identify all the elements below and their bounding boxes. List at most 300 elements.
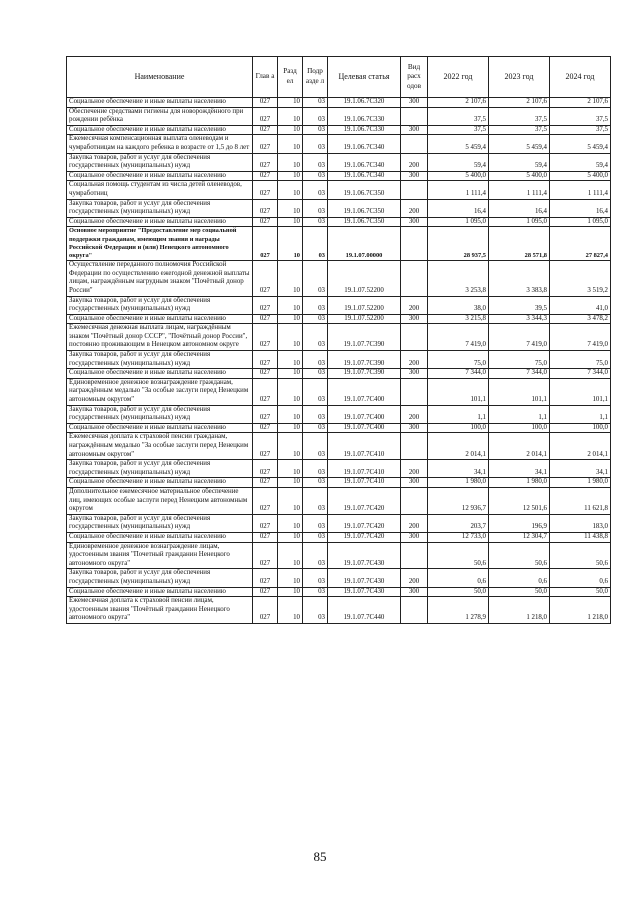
row-value-2024: 1 980,0	[550, 478, 611, 488]
row-name: Социальное обеспечение и иные выплаты населению	[67, 369, 253, 379]
table-row	[67, 261, 611, 296]
row-expense-type: 200	[401, 296, 428, 314]
row-target: 19.1.06.7С350	[328, 199, 401, 217]
table-row	[67, 433, 611, 460]
table-row	[67, 314, 611, 324]
row-value-2023: 12 304,7	[489, 532, 550, 542]
row-target: 19.1.07.7С440	[328, 597, 401, 624]
row-value-2023: 1 980,0	[489, 478, 550, 488]
row-value-2022: 12 936,7	[428, 487, 489, 514]
table-row	[67, 324, 611, 351]
row-value-2023: 101,1	[489, 378, 550, 405]
row-razdel: 10	[278, 107, 303, 125]
row-name: Ежемесячная денежная выплата лицам, награждённым знаком "Почётный донор СССР", "Почётный донор России", постоянно проживающим в Ненецком автономном округе	[67, 324, 253, 351]
row-name: Ежемесячная компенсационная выплата оленеводам и чумработницам на каждого ребенка в возрасте от 1,5 до 8 лет	[67, 135, 253, 153]
table-row	[67, 135, 611, 153]
table-row	[67, 478, 611, 488]
row-name: Социальное обеспечение и иные выплаты населению	[67, 217, 253, 227]
budget-table-sheet	[66, 56, 610, 624]
row-glava: 027	[253, 423, 278, 433]
row-target: 19.1.06.7С340	[328, 135, 401, 153]
row-podrazdel: 03	[303, 314, 328, 324]
row-glava: 027	[253, 153, 278, 171]
row-podrazdel: 03	[303, 478, 328, 488]
row-razdel: 10	[278, 597, 303, 624]
table-row	[67, 378, 611, 405]
row-value-2024: 1 218,0	[550, 597, 611, 624]
row-value-2024: 7 344,0	[550, 369, 611, 379]
row-value-2022: 3 215,8	[428, 314, 489, 324]
header-2023: 2023 год	[489, 57, 550, 98]
row-razdel: 10	[278, 460, 303, 478]
table-row	[67, 125, 611, 135]
row-glava: 027	[253, 542, 278, 569]
row-razdel: 10	[278, 542, 303, 569]
row-glava: 027	[253, 217, 278, 227]
row-expense-type: 300	[401, 314, 428, 324]
row-value-2024: 5 459,4	[550, 135, 611, 153]
row-value-2022: 3 253,8	[428, 261, 489, 296]
row-target: 19.1.07.7С390	[328, 324, 401, 351]
row-podrazdel: 03	[303, 296, 328, 314]
row-value-2023: 37,5	[489, 125, 550, 135]
row-glava: 027	[253, 227, 278, 261]
row-target: 19.1.07.7С430	[328, 587, 401, 597]
row-razdel: 10	[278, 351, 303, 369]
row-value-2023: 2 107,6	[489, 98, 550, 108]
row-razdel: 10	[278, 217, 303, 227]
row-expense-type: 200	[401, 153, 428, 171]
row-razdel: 10	[278, 125, 303, 135]
row-podrazdel: 03	[303, 542, 328, 569]
table-row	[67, 542, 611, 569]
row-podrazdel: 03	[303, 423, 328, 433]
row-razdel: 10	[278, 171, 303, 181]
row-name: Закупка товаров, работ и услуг для обеспечения государственных (муниципальных) нужд	[67, 296, 253, 314]
row-value-2022: 1 095,0	[428, 217, 489, 227]
row-value-2024: 41,0	[550, 296, 611, 314]
row-value-2024: 27 827,4	[550, 227, 611, 261]
row-value-2024: 5 400,0	[550, 171, 611, 181]
row-name: Единовременное денежное вознаграждение лицам, удостоенным звания "Почетный гражданин Ненецкого автономного округа"	[67, 542, 253, 569]
row-podrazdel: 03	[303, 171, 328, 181]
row-value-2022: 34,1	[428, 460, 489, 478]
row-expense-type: 200	[401, 460, 428, 478]
row-podrazdel: 03	[303, 369, 328, 379]
row-expense-type	[401, 324, 428, 351]
row-podrazdel: 03	[303, 587, 328, 597]
row-value-2024: 50,6	[550, 542, 611, 569]
row-glava: 027	[253, 587, 278, 597]
row-razdel: 10	[278, 261, 303, 296]
row-glava: 027	[253, 378, 278, 405]
row-target: 19.1.07.52200	[328, 314, 401, 324]
row-expense-type	[401, 542, 428, 569]
row-expense-type	[401, 597, 428, 624]
row-glava: 027	[253, 569, 278, 587]
row-podrazdel: 03	[303, 569, 328, 587]
row-razdel: 10	[278, 199, 303, 217]
row-value-2024: 11 438,8	[550, 532, 611, 542]
row-razdel: 10	[278, 433, 303, 460]
row-glava: 027	[253, 314, 278, 324]
row-razdel: 10	[278, 227, 303, 261]
row-target: 19.1.06.7С330	[328, 107, 401, 125]
table-row	[67, 569, 611, 587]
table-row	[67, 227, 611, 261]
table-row	[67, 351, 611, 369]
table-row	[67, 217, 611, 227]
row-podrazdel: 03	[303, 378, 328, 405]
row-glava: 027	[253, 324, 278, 351]
row-value-2023: 3 383,8	[489, 261, 550, 296]
row-name: Единовременное денежное вознаграждение гражданам, награждённым медалью "За особые заслуги перед Ненецким автономным округом"	[67, 378, 253, 405]
row-target: 19.1.07.7С420	[328, 514, 401, 532]
row-razdel: 10	[278, 153, 303, 171]
row-target: 19.1.06.7С330	[328, 125, 401, 135]
row-value-2023: 7 344,0	[489, 369, 550, 379]
row-value-2022: 16,4	[428, 199, 489, 217]
row-value-2024: 0,6	[550, 569, 611, 587]
row-glava: 027	[253, 351, 278, 369]
row-razdel: 10	[278, 296, 303, 314]
row-name: Закупка товаров, работ и услуг для обеспечения государственных (муниципальных) нужд	[67, 199, 253, 217]
row-value-2022: 50,0	[428, 587, 489, 597]
row-name: Закупка товаров, работ и услуг для обеспечения государственных (муниципальных) нужд	[67, 351, 253, 369]
row-razdel: 10	[278, 587, 303, 597]
row-value-2023: 50,6	[489, 542, 550, 569]
row-expense-type: 300	[401, 478, 428, 488]
row-razdel: 10	[278, 532, 303, 542]
row-name: Ежемесячная доплата к страховой пенсии гражданам, награждённым медалью "За особые заслуги перед Ненецким автономным округом"	[67, 433, 253, 460]
row-razdel: 10	[278, 514, 303, 532]
row-name: Основное мероприятие "Предоставление мер социальной поддержки гражданам, имеющим звания и награды Российской Федерации и (или) Ненецкого автономного округа"	[67, 227, 253, 261]
row-glava: 027	[253, 433, 278, 460]
row-target: 19.1.07.7С410	[328, 478, 401, 488]
row-name: Социальное обеспечение и иные выплаты населению	[67, 98, 253, 108]
row-value-2022: 12 733,0	[428, 532, 489, 542]
row-expense-type: 200	[401, 569, 428, 587]
row-name: Социальное обеспечение и иные выплаты населению	[67, 532, 253, 542]
row-target: 19.1.07.00000	[328, 227, 401, 261]
row-expense-type	[401, 227, 428, 261]
row-value-2024: 100,0	[550, 423, 611, 433]
row-podrazdel: 03	[303, 351, 328, 369]
row-glava: 027	[253, 478, 278, 488]
row-target: 19.1.07.52200	[328, 261, 401, 296]
row-razdel: 10	[278, 378, 303, 405]
row-value-2023: 75,0	[489, 351, 550, 369]
row-expense-type: 300	[401, 171, 428, 181]
table-row	[67, 199, 611, 217]
row-razdel: 10	[278, 98, 303, 108]
row-value-2024: 1,1	[550, 405, 611, 423]
row-value-2023: 1,1	[489, 405, 550, 423]
row-glava: 027	[253, 261, 278, 296]
row-value-2022: 38,0	[428, 296, 489, 314]
row-value-2022: 59,4	[428, 153, 489, 171]
row-expense-type: 200	[401, 351, 428, 369]
row-value-2022: 7 344,0	[428, 369, 489, 379]
row-name: Социальное обеспечение и иные выплаты населению	[67, 171, 253, 181]
row-value-2024: 1 095,0	[550, 217, 611, 227]
table-row	[67, 107, 611, 125]
row-podrazdel: 03	[303, 433, 328, 460]
row-value-2023: 1 111,4	[489, 181, 550, 199]
row-expense-type: 200	[401, 199, 428, 217]
row-value-2023: 34,1	[489, 460, 550, 478]
row-name: Ежемесячная доплата к страховой пенсии лицам, удостоенным звания "Почётный гражданин Ненецкого автономного округа"	[67, 597, 253, 624]
table-row	[67, 153, 611, 171]
row-glava: 027	[253, 135, 278, 153]
table-row	[67, 532, 611, 542]
row-value-2023: 2 014,1	[489, 433, 550, 460]
row-expense-type: 300	[401, 423, 428, 433]
row-razdel: 10	[278, 181, 303, 199]
row-value-2024: 50,0	[550, 587, 611, 597]
table-row	[67, 587, 611, 597]
row-razdel: 10	[278, 478, 303, 488]
row-value-2024: 37,5	[550, 125, 611, 135]
row-value-2022: 37,5	[428, 107, 489, 125]
table-row	[67, 181, 611, 199]
row-value-2023: 7 419,0	[489, 324, 550, 351]
row-value-2022: 100,0	[428, 423, 489, 433]
table-row	[67, 597, 611, 624]
row-glava: 027	[253, 514, 278, 532]
row-value-2023: 50,0	[489, 587, 550, 597]
row-razdel: 10	[278, 135, 303, 153]
row-podrazdel: 03	[303, 487, 328, 514]
row-podrazdel: 03	[303, 199, 328, 217]
row-value-2024: 2 107,6	[550, 98, 611, 108]
row-value-2022: 5 459,4	[428, 135, 489, 153]
row-glava: 027	[253, 296, 278, 314]
row-glava: 027	[253, 171, 278, 181]
row-value-2024: 75,0	[550, 351, 611, 369]
row-name: Осуществление переданного полномочия Российской Федерации по осуществлению ежегодной денежной выплаты лицам, награждённым нагрудным знаком "Почётный донор России"	[67, 261, 253, 296]
row-glava: 027	[253, 405, 278, 423]
row-glava: 027	[253, 98, 278, 108]
row-podrazdel: 03	[303, 181, 328, 199]
row-expense-type: 300	[401, 98, 428, 108]
row-podrazdel: 03	[303, 514, 328, 532]
row-name: Социальное обеспечение и иные выплаты населению	[67, 314, 253, 324]
page-number: 85	[313, 849, 327, 864]
row-value-2022: 1,1	[428, 405, 489, 423]
row-name: Социальное обеспечение и иные выплаты населению	[67, 478, 253, 488]
row-target: 19.1.06.7С350	[328, 217, 401, 227]
row-value-2023: 196,9	[489, 514, 550, 532]
row-value-2023: 39,5	[489, 296, 550, 314]
row-value-2023: 0,6	[489, 569, 550, 587]
row-value-2022: 203,7	[428, 514, 489, 532]
row-value-2023: 5 459,4	[489, 135, 550, 153]
header-podrazdel: Подр азде л	[303, 57, 328, 98]
row-name: Закупка товаров, работ и услуг для обеспечения государственных (муниципальных) нужд	[67, 569, 253, 587]
row-podrazdel: 03	[303, 217, 328, 227]
header-glava: Глав а	[253, 57, 278, 98]
table-row	[67, 423, 611, 433]
row-podrazdel: 03	[303, 227, 328, 261]
table-row	[67, 98, 611, 108]
table-row	[67, 487, 611, 514]
row-value-2022: 101,1	[428, 378, 489, 405]
row-name: Закупка товаров, работ и услуг для обеспечения государственных (муниципальных) нужд	[67, 514, 253, 532]
row-name: Социальное обеспечение и иные выплаты населению	[67, 587, 253, 597]
row-value-2024: 16,4	[550, 199, 611, 217]
row-glava: 027	[253, 597, 278, 624]
row-value-2024: 2 014,1	[550, 433, 611, 460]
row-value-2024: 3 519,2	[550, 261, 611, 296]
table-row	[67, 514, 611, 532]
row-value-2022: 2 014,1	[428, 433, 489, 460]
table-row	[67, 369, 611, 379]
row-target: 19.1.07.7С400	[328, 405, 401, 423]
row-expense-type: 300	[401, 587, 428, 597]
row-target: 19.1.06.7С340	[328, 153, 401, 171]
table-row	[67, 405, 611, 423]
row-glava: 027	[253, 199, 278, 217]
row-expense-type	[401, 261, 428, 296]
table-row	[67, 460, 611, 478]
row-value-2023: 37,5	[489, 107, 550, 125]
table-header-row	[67, 57, 611, 98]
row-target: 19.1.07.52200	[328, 296, 401, 314]
row-expense-type	[401, 433, 428, 460]
row-value-2024: 1 111,4	[550, 181, 611, 199]
row-name: Закупка товаров, работ и услуг для обеспечения государственных (муниципальных) нужд	[67, 460, 253, 478]
row-value-2023: 28 571,8	[489, 227, 550, 261]
row-podrazdel: 03	[303, 135, 328, 153]
row-expense-type: 300	[401, 532, 428, 542]
row-value-2023: 1 218,0	[489, 597, 550, 624]
row-razdel: 10	[278, 405, 303, 423]
row-razdel: 10	[278, 423, 303, 433]
row-value-2022: 1 980,0	[428, 478, 489, 488]
row-target: 19.1.07.7С400	[328, 423, 401, 433]
table-row	[67, 171, 611, 181]
row-value-2024: 7 419,0	[550, 324, 611, 351]
header-name: Наименование	[67, 57, 253, 98]
row-glava: 027	[253, 125, 278, 135]
header-2024: 2024 год	[550, 57, 611, 98]
row-glava: 027	[253, 107, 278, 125]
row-value-2022: 50,6	[428, 542, 489, 569]
row-target: 19.1.06.7С350	[328, 181, 401, 199]
row-value-2023: 1 095,0	[489, 217, 550, 227]
header-razdel: Разд ел	[278, 57, 303, 98]
row-podrazdel: 03	[303, 261, 328, 296]
header-target: Целевая статья	[328, 57, 401, 98]
row-value-2022: 1 278,9	[428, 597, 489, 624]
row-value-2023: 59,4	[489, 153, 550, 171]
row-glava: 027	[253, 181, 278, 199]
row-value-2022: 37,5	[428, 125, 489, 135]
header-expense-type: Вид расх одов	[401, 57, 428, 98]
row-target: 19.1.07.7С390	[328, 351, 401, 369]
row-expense-type: 300	[401, 125, 428, 135]
row-value-2022: 5 400,0	[428, 171, 489, 181]
row-podrazdel: 03	[303, 532, 328, 542]
row-target: 19.1.06.7С340	[328, 171, 401, 181]
row-expense-type	[401, 378, 428, 405]
row-target: 19.1.07.7С390	[328, 369, 401, 379]
row-target: 19.1.07.7С420	[328, 532, 401, 542]
row-podrazdel: 03	[303, 324, 328, 351]
row-target: 19.1.07.7С410	[328, 433, 401, 460]
row-target: 19.1.07.7С420	[328, 487, 401, 514]
row-target: 19.1.07.7С430	[328, 542, 401, 569]
row-expense-type	[401, 135, 428, 153]
row-podrazdel: 03	[303, 125, 328, 135]
row-value-2024: 3 478,2	[550, 314, 611, 324]
row-value-2024: 101,1	[550, 378, 611, 405]
row-expense-type	[401, 181, 428, 199]
row-value-2022: 0,6	[428, 569, 489, 587]
row-value-2022: 1 111,4	[428, 181, 489, 199]
row-name: Закупка товаров, работ и услуг для обеспечения государственных (муниципальных) нужд	[67, 405, 253, 423]
row-value-2023: 16,4	[489, 199, 550, 217]
row-value-2024: 37,5	[550, 107, 611, 125]
row-glava: 027	[253, 487, 278, 514]
row-razdel: 10	[278, 569, 303, 587]
row-value-2023: 5 400,0	[489, 171, 550, 181]
row-razdel: 10	[278, 314, 303, 324]
row-razdel: 10	[278, 487, 303, 514]
row-podrazdel: 03	[303, 597, 328, 624]
row-name: Обеспечение средствами гигиены для новорождённого при рождении ребёнка	[67, 107, 253, 125]
row-expense-type: 200	[401, 514, 428, 532]
row-podrazdel: 03	[303, 98, 328, 108]
row-name: Закупка товаров, работ и услуг для обеспечения государственных (муниципальных) нужд	[67, 153, 253, 171]
row-glava: 027	[253, 369, 278, 379]
row-expense-type	[401, 107, 428, 125]
row-value-2024: 11 621,8	[550, 487, 611, 514]
row-value-2022: 75,0	[428, 351, 489, 369]
row-value-2022: 28 937,5	[428, 227, 489, 261]
row-razdel: 10	[278, 324, 303, 351]
row-value-2023: 12 501,6	[489, 487, 550, 514]
row-expense-type: 200	[401, 405, 428, 423]
row-glava: 027	[253, 460, 278, 478]
row-name: Социальное обеспечение и иные выплаты населению	[67, 423, 253, 433]
row-target: 19.1.07.7С400	[328, 378, 401, 405]
row-value-2024: 59,4	[550, 153, 611, 171]
budget-table	[66, 56, 611, 624]
row-value-2022: 7 419,0	[428, 324, 489, 351]
row-value-2024: 183,0	[550, 514, 611, 532]
row-expense-type	[401, 487, 428, 514]
row-name: Социальное обеспечение и иные выплаты населению	[67, 125, 253, 135]
row-target: 19.1.07.7С410	[328, 460, 401, 478]
row-value-2022: 2 107,6	[428, 98, 489, 108]
row-target: 19.1.07.7С430	[328, 569, 401, 587]
row-glava: 027	[253, 532, 278, 542]
row-name: Социальная помощь студентам из числа детей оленеводов, чумработниц	[67, 181, 253, 199]
row-podrazdel: 03	[303, 405, 328, 423]
row-podrazdel: 03	[303, 107, 328, 125]
row-podrazdel: 03	[303, 460, 328, 478]
row-value-2023: 3 344,3	[489, 314, 550, 324]
row-target: 19.1.06.7С320	[328, 98, 401, 108]
row-expense-type: 300	[401, 217, 428, 227]
row-podrazdel: 03	[303, 153, 328, 171]
table-row	[67, 296, 611, 314]
row-value-2023: 100,0	[489, 423, 550, 433]
header-2022: 2022 год	[428, 57, 489, 98]
row-expense-type: 300	[401, 369, 428, 379]
